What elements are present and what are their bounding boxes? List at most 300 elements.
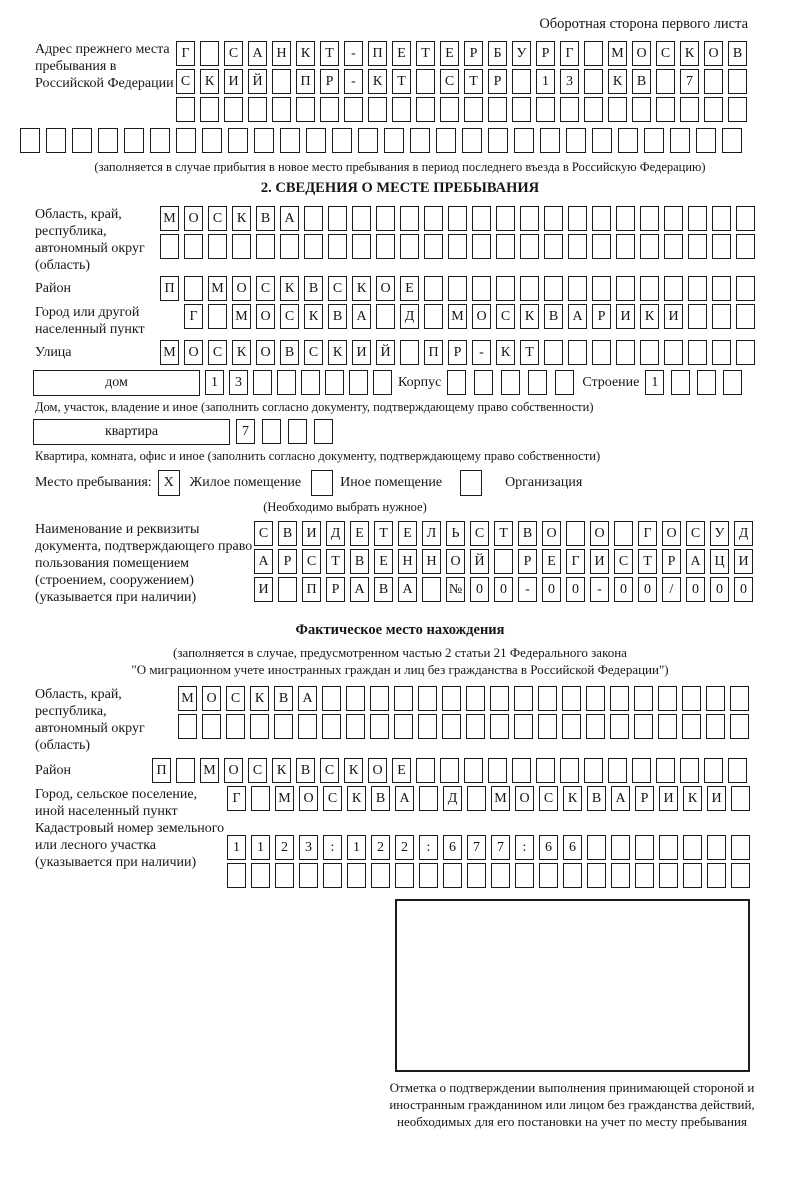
char-cell[interactable]: [440, 758, 459, 783]
char-cell[interactable]: О: [224, 758, 243, 783]
char-cell[interactable]: [584, 97, 603, 122]
char-cell[interactable]: [422, 577, 441, 602]
char-cell[interactable]: [371, 863, 390, 888]
char-cell[interactable]: [658, 714, 677, 739]
char-cell[interactable]: [512, 97, 531, 122]
char-cell[interactable]: [400, 234, 419, 259]
char-cell[interactable]: 7: [680, 69, 699, 94]
char-cell[interactable]: Р: [518, 549, 537, 574]
char-cell[interactable]: [616, 276, 635, 301]
char-cell[interactable]: [592, 234, 611, 259]
char-cell[interactable]: [536, 97, 555, 122]
char-cell[interactable]: А: [298, 686, 317, 711]
char-cell[interactable]: [664, 340, 683, 365]
char-cell[interactable]: [682, 714, 701, 739]
char-cell[interactable]: [632, 97, 651, 122]
char-cell[interactable]: [712, 304, 731, 329]
char-cell[interactable]: [392, 97, 411, 122]
char-cell[interactable]: [656, 97, 675, 122]
char-cell[interactable]: С: [226, 686, 245, 711]
char-cell[interactable]: М: [160, 206, 179, 231]
char-cell[interactable]: [616, 206, 635, 231]
char-cell[interactable]: [272, 69, 291, 94]
char-cell[interactable]: 2: [275, 835, 294, 860]
char-cell[interactable]: [514, 128, 534, 153]
char-cell[interactable]: [640, 276, 659, 301]
char-cell[interactable]: [683, 863, 702, 888]
char-cell[interactable]: [592, 340, 611, 365]
char-cell[interactable]: [586, 714, 605, 739]
char-cell[interactable]: [664, 234, 683, 259]
char-cell[interactable]: [610, 686, 629, 711]
char-cell[interactable]: [656, 69, 675, 94]
char-cell[interactable]: [72, 128, 92, 153]
char-cell[interactable]: 2: [395, 835, 414, 860]
char-cell[interactable]: К: [496, 340, 515, 365]
char-cell[interactable]: 0: [566, 577, 585, 602]
char-cell[interactable]: И: [734, 549, 753, 574]
char-cell[interactable]: Т: [520, 340, 539, 365]
char-cell[interactable]: 0: [710, 577, 729, 602]
char-cell[interactable]: Г: [560, 41, 579, 66]
char-cell[interactable]: [280, 234, 299, 259]
char-cell[interactable]: 6: [563, 835, 582, 860]
char-cell[interactable]: Д: [443, 786, 462, 811]
char-cell[interactable]: У: [710, 521, 729, 546]
char-cell[interactable]: Н: [422, 549, 441, 574]
char-cell[interactable]: [656, 758, 675, 783]
char-cell[interactable]: :: [515, 835, 534, 860]
char-cell[interactable]: [395, 863, 414, 888]
char-cell[interactable]: [296, 97, 315, 122]
char-cell[interactable]: П: [152, 758, 171, 783]
char-cell[interactable]: [635, 863, 654, 888]
char-cell[interactable]: Р: [488, 69, 507, 94]
char-cell[interactable]: А: [568, 304, 587, 329]
char-cell[interactable]: [416, 97, 435, 122]
char-cell[interactable]: [688, 276, 707, 301]
char-cell[interactable]: В: [518, 521, 537, 546]
char-cell[interactable]: 3: [299, 835, 318, 860]
char-cell[interactable]: М: [160, 340, 179, 365]
char-cell[interactable]: [736, 340, 755, 365]
char-cell[interactable]: 0: [542, 577, 561, 602]
char-cell[interactable]: [278, 577, 297, 602]
char-cell[interactable]: Е: [350, 521, 369, 546]
char-cell[interactable]: 0: [638, 577, 657, 602]
char-cell[interactable]: [706, 686, 725, 711]
char-cell[interactable]: [520, 206, 539, 231]
char-cell[interactable]: [370, 686, 389, 711]
char-cell[interactable]: А: [352, 304, 371, 329]
char-cell[interactable]: [730, 714, 749, 739]
char-cell[interactable]: [562, 714, 581, 739]
char-cell[interactable]: К: [296, 41, 315, 66]
char-cell[interactable]: О: [590, 521, 609, 546]
char-cell[interactable]: 1: [205, 370, 224, 395]
char-cell[interactable]: К: [680, 41, 699, 66]
char-cell[interactable]: Д: [734, 521, 753, 546]
char-cell[interactable]: И: [590, 549, 609, 574]
char-cell[interactable]: 7: [236, 419, 255, 444]
char-cell[interactable]: 0: [734, 577, 753, 602]
char-cell[interactable]: [227, 863, 246, 888]
char-cell[interactable]: [488, 97, 507, 122]
char-cell[interactable]: Р: [326, 577, 345, 602]
char-cell[interactable]: [176, 97, 195, 122]
char-cell[interactable]: [98, 128, 118, 153]
char-cell[interactable]: О: [632, 41, 651, 66]
char-cell[interactable]: Й: [470, 549, 489, 574]
char-cell[interactable]: О: [368, 758, 387, 783]
char-cell[interactable]: К: [232, 340, 251, 365]
char-cell[interactable]: [424, 234, 443, 259]
char-cell[interactable]: [448, 234, 467, 259]
char-cell[interactable]: Ь: [446, 521, 465, 546]
char-cell[interactable]: А: [395, 786, 414, 811]
char-cell[interactable]: [520, 234, 539, 259]
char-cell[interactable]: [544, 234, 563, 259]
char-cell[interactable]: [610, 714, 629, 739]
char-cell[interactable]: [280, 128, 300, 153]
char-cell[interactable]: [376, 234, 395, 259]
char-cell[interactable]: [184, 234, 203, 259]
char-cell[interactable]: Й: [248, 69, 267, 94]
char-cell[interactable]: [176, 758, 195, 783]
char-cell[interactable]: [496, 234, 515, 259]
char-cell[interactable]: [670, 128, 690, 153]
char-cell[interactable]: В: [632, 69, 651, 94]
char-cell[interactable]: [20, 128, 40, 153]
char-cell[interactable]: 3: [229, 370, 248, 395]
char-cell[interactable]: [46, 128, 66, 153]
char-cell[interactable]: [611, 835, 630, 860]
char-cell[interactable]: [322, 686, 341, 711]
char-cell[interactable]: Р: [635, 786, 654, 811]
char-cell[interactable]: /: [662, 577, 681, 602]
char-cell[interactable]: [640, 234, 659, 259]
char-cell[interactable]: С: [302, 549, 321, 574]
char-cell[interactable]: К: [563, 786, 582, 811]
char-cell[interactable]: [346, 686, 365, 711]
char-cell[interactable]: [298, 714, 317, 739]
char-cell[interactable]: 0: [614, 577, 633, 602]
char-cell[interactable]: [176, 128, 196, 153]
char-cell[interactable]: [466, 686, 485, 711]
char-cell[interactable]: [472, 276, 491, 301]
char-cell[interactable]: Т: [320, 41, 339, 66]
char-cell[interactable]: Р: [592, 304, 611, 329]
char-cell[interactable]: 0: [686, 577, 705, 602]
char-cell[interactable]: [696, 128, 716, 153]
char-cell[interactable]: [488, 758, 507, 783]
char-cell[interactable]: [370, 714, 389, 739]
char-cell[interactable]: В: [350, 549, 369, 574]
char-cell[interactable]: [538, 714, 557, 739]
char-cell[interactable]: [515, 863, 534, 888]
char-cell[interactable]: [416, 69, 435, 94]
char-cell[interactable]: [538, 686, 557, 711]
char-cell[interactable]: [474, 370, 493, 395]
char-cell[interactable]: Г: [566, 549, 585, 574]
char-cell[interactable]: О: [542, 521, 561, 546]
char-cell[interactable]: [251, 863, 270, 888]
char-cell[interactable]: [448, 276, 467, 301]
char-cell[interactable]: [400, 206, 419, 231]
char-cell[interactable]: [664, 276, 683, 301]
char-cell[interactable]: [250, 714, 269, 739]
char-cell[interactable]: [462, 128, 482, 153]
char-cell[interactable]: [644, 128, 664, 153]
char-cell[interactable]: 7: [491, 835, 510, 860]
char-cell[interactable]: [540, 128, 560, 153]
char-cell[interactable]: 1: [347, 835, 366, 860]
char-cell[interactable]: [586, 686, 605, 711]
char-cell[interactable]: №: [446, 577, 465, 602]
char-cell[interactable]: [447, 370, 466, 395]
char-cell[interactable]: -: [344, 69, 363, 94]
char-cell[interactable]: [262, 419, 281, 444]
char-cell[interactable]: К: [352, 276, 371, 301]
char-cell[interactable]: [256, 234, 275, 259]
char-cell[interactable]: [544, 340, 563, 365]
char-cell[interactable]: [736, 276, 755, 301]
char-cell[interactable]: [688, 206, 707, 231]
char-cell[interactable]: О: [232, 276, 251, 301]
char-cell[interactable]: С: [686, 521, 705, 546]
char-cell[interactable]: 0: [494, 577, 513, 602]
char-cell[interactable]: [384, 128, 404, 153]
char-cell[interactable]: [472, 234, 491, 259]
char-cell[interactable]: Т: [374, 521, 393, 546]
char-cell[interactable]: И: [707, 786, 726, 811]
char-cell[interactable]: [728, 69, 747, 94]
char-cell[interactable]: [488, 128, 508, 153]
char-cell[interactable]: [442, 714, 461, 739]
char-cell[interactable]: П: [424, 340, 443, 365]
char-cell[interactable]: К: [344, 758, 363, 783]
char-cell[interactable]: М: [178, 686, 197, 711]
char-cell[interactable]: -: [518, 577, 537, 602]
char-cell[interactable]: И: [352, 340, 371, 365]
char-cell[interactable]: Ц: [710, 549, 729, 574]
char-cell[interactable]: М: [448, 304, 467, 329]
char-cell[interactable]: К: [683, 786, 702, 811]
char-cell[interactable]: [712, 276, 731, 301]
char-cell[interactable]: [272, 97, 291, 122]
char-cell[interactable]: Е: [398, 521, 417, 546]
char-cell[interactable]: [202, 714, 221, 739]
char-cell[interactable]: [736, 234, 755, 259]
char-cell[interactable]: К: [608, 69, 627, 94]
char-cell[interactable]: К: [272, 758, 291, 783]
char-cell[interactable]: С: [323, 786, 342, 811]
char-cell[interactable]: [288, 419, 307, 444]
char-cell[interactable]: [528, 370, 547, 395]
char-cell[interactable]: П: [302, 577, 321, 602]
char-cell[interactable]: [728, 758, 747, 783]
char-cell[interactable]: [566, 521, 585, 546]
char-cell[interactable]: [512, 69, 531, 94]
char-cell[interactable]: [664, 206, 683, 231]
char-cell[interactable]: [467, 786, 486, 811]
char-cell[interactable]: В: [374, 577, 393, 602]
char-cell[interactable]: [584, 41, 603, 66]
char-cell[interactable]: [634, 686, 653, 711]
checkbox-other-premises[interactable]: [311, 470, 333, 496]
char-cell[interactable]: [634, 714, 653, 739]
char-cell[interactable]: [328, 206, 347, 231]
char-cell[interactable]: С: [470, 521, 489, 546]
char-cell[interactable]: Н: [398, 549, 417, 574]
char-cell[interactable]: 0: [470, 577, 489, 602]
char-cell[interactable]: [659, 835, 678, 860]
char-cell[interactable]: А: [350, 577, 369, 602]
char-cell[interactable]: 1: [227, 835, 246, 860]
char-cell[interactable]: [496, 206, 515, 231]
char-cell[interactable]: С: [539, 786, 558, 811]
char-cell[interactable]: [448, 206, 467, 231]
char-cell[interactable]: [658, 686, 677, 711]
char-cell[interactable]: [418, 686, 437, 711]
char-cell[interactable]: [424, 206, 443, 231]
char-cell[interactable]: [208, 234, 227, 259]
char-cell[interactable]: К: [232, 206, 251, 231]
char-cell[interactable]: [592, 206, 611, 231]
char-cell[interactable]: В: [587, 786, 606, 811]
char-cell[interactable]: Т: [416, 41, 435, 66]
char-cell[interactable]: [587, 835, 606, 860]
char-cell[interactable]: [728, 97, 747, 122]
char-cell[interactable]: К: [347, 786, 366, 811]
char-cell[interactable]: О: [472, 304, 491, 329]
char-cell[interactable]: О: [256, 340, 275, 365]
char-cell[interactable]: Г: [227, 786, 246, 811]
char-cell[interactable]: [544, 276, 563, 301]
char-cell[interactable]: [322, 714, 341, 739]
char-cell[interactable]: [226, 714, 245, 739]
char-cell[interactable]: :: [323, 835, 342, 860]
char-cell[interactable]: [544, 206, 563, 231]
char-cell[interactable]: [712, 206, 731, 231]
char-cell[interactable]: 7: [467, 835, 486, 860]
char-cell[interactable]: [347, 863, 366, 888]
char-cell[interactable]: В: [328, 304, 347, 329]
char-cell[interactable]: А: [248, 41, 267, 66]
char-cell[interactable]: [640, 206, 659, 231]
char-cell[interactable]: М: [232, 304, 251, 329]
char-cell[interactable]: [394, 714, 413, 739]
char-cell[interactable]: [320, 97, 339, 122]
char-cell[interactable]: Т: [494, 521, 513, 546]
char-cell[interactable]: С: [440, 69, 459, 94]
char-cell[interactable]: Н: [272, 41, 291, 66]
char-cell[interactable]: С: [496, 304, 515, 329]
char-cell[interactable]: [228, 128, 248, 153]
char-cell[interactable]: [536, 758, 555, 783]
char-cell[interactable]: С: [320, 758, 339, 783]
char-cell[interactable]: [682, 686, 701, 711]
char-cell[interactable]: [373, 370, 392, 395]
char-cell[interactable]: [688, 340, 707, 365]
char-cell[interactable]: [202, 128, 222, 153]
char-cell[interactable]: Д: [400, 304, 419, 329]
char-cell[interactable]: [616, 234, 635, 259]
char-cell[interactable]: [394, 686, 413, 711]
char-cell[interactable]: [304, 234, 323, 259]
char-cell[interactable]: [560, 97, 579, 122]
char-cell[interactable]: В: [274, 686, 293, 711]
char-cell[interactable]: В: [371, 786, 390, 811]
char-cell[interactable]: И: [254, 577, 273, 602]
char-cell[interactable]: [722, 128, 742, 153]
char-cell[interactable]: [707, 835, 726, 860]
char-cell[interactable]: [512, 758, 531, 783]
char-cell[interactable]: Й: [376, 340, 395, 365]
char-cell[interactable]: [592, 276, 611, 301]
char-cell[interactable]: [618, 128, 638, 153]
char-cell[interactable]: Л: [422, 521, 441, 546]
char-cell[interactable]: Е: [440, 41, 459, 66]
char-cell[interactable]: [419, 786, 438, 811]
char-cell[interactable]: [568, 234, 587, 259]
char-cell[interactable]: К: [640, 304, 659, 329]
char-cell[interactable]: [349, 370, 368, 395]
char-cell[interactable]: [514, 686, 533, 711]
char-cell[interactable]: А: [611, 786, 630, 811]
char-cell[interactable]: [200, 97, 219, 122]
char-cell[interactable]: Е: [542, 549, 561, 574]
char-cell[interactable]: [442, 686, 461, 711]
char-cell[interactable]: [306, 128, 326, 153]
char-cell[interactable]: В: [278, 521, 297, 546]
char-cell[interactable]: О: [202, 686, 221, 711]
char-cell[interactable]: :: [419, 835, 438, 860]
char-cell[interactable]: [608, 758, 627, 783]
char-cell[interactable]: [376, 206, 395, 231]
char-cell[interactable]: [352, 234, 371, 259]
char-cell[interactable]: С: [224, 41, 243, 66]
char-cell[interactable]: О: [299, 786, 318, 811]
char-cell[interactable]: [688, 234, 707, 259]
char-cell[interactable]: 1: [251, 835, 270, 860]
char-cell[interactable]: [418, 714, 437, 739]
char-cell[interactable]: [688, 304, 707, 329]
char-cell[interactable]: О: [662, 521, 681, 546]
char-cell[interactable]: С: [256, 276, 275, 301]
char-cell[interactable]: С: [208, 206, 227, 231]
char-cell[interactable]: В: [256, 206, 275, 231]
char-cell[interactable]: О: [184, 340, 203, 365]
char-cell[interactable]: [472, 206, 491, 231]
char-cell[interactable]: Т: [392, 69, 411, 94]
char-cell[interactable]: Т: [326, 549, 345, 574]
char-cell[interactable]: О: [515, 786, 534, 811]
char-cell[interactable]: Р: [278, 549, 297, 574]
char-cell[interactable]: Р: [320, 69, 339, 94]
char-cell[interactable]: А: [254, 549, 273, 574]
char-cell[interactable]: [494, 549, 513, 574]
checkbox-organization[interactable]: [460, 470, 482, 496]
char-cell[interactable]: [467, 863, 486, 888]
char-cell[interactable]: [730, 686, 749, 711]
char-cell[interactable]: П: [368, 41, 387, 66]
char-cell[interactable]: К: [250, 686, 269, 711]
char-cell[interactable]: [539, 863, 558, 888]
char-cell[interactable]: [712, 234, 731, 259]
char-cell[interactable]: Р: [448, 340, 467, 365]
char-cell[interactable]: 1: [536, 69, 555, 94]
